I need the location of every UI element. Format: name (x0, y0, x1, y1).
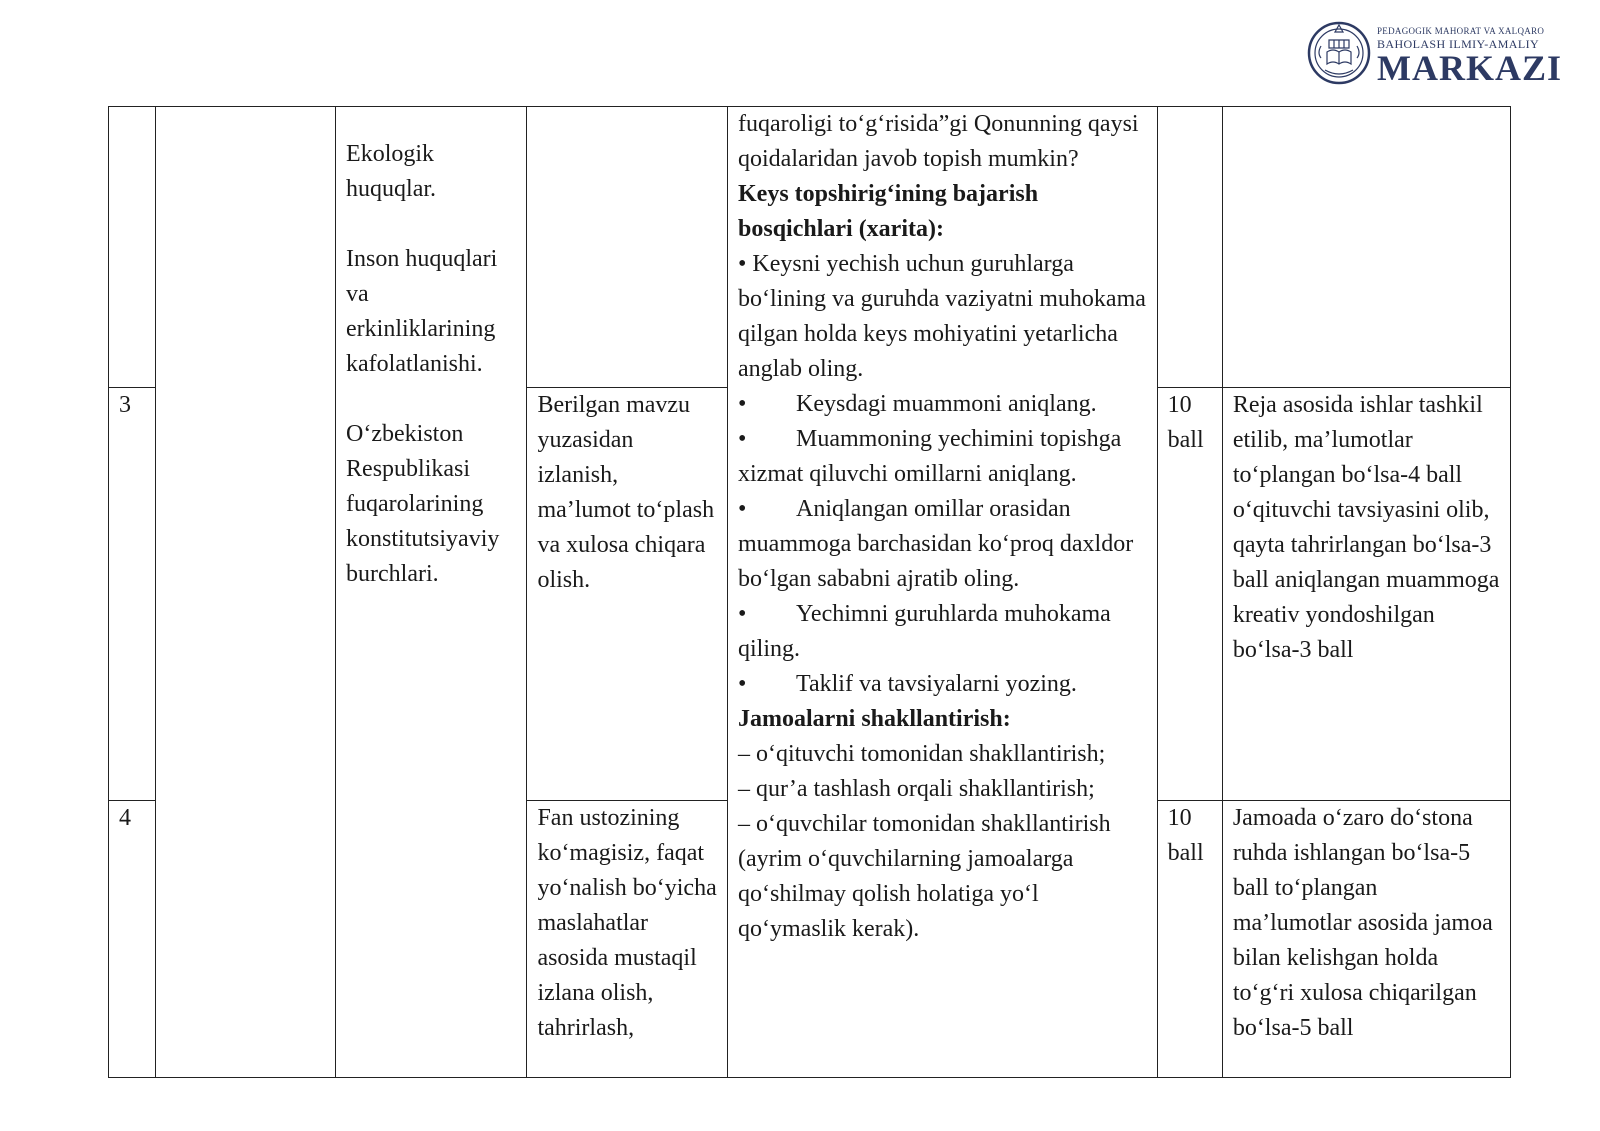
bullet-icon: • (738, 671, 747, 697)
step-text: Keysdagi muammoni aniqlang. (796, 391, 1097, 417)
task-cell: Berilgan mavzu yuzasidan izlanish, ma’lumot to‘plash va xulosa chiqara olish. (527, 388, 728, 801)
team-item: – o‘quvchilar tomonidan shakllantirish (ayrim o‘quvchilarning jamoalarga qo‘shilmay qolish holatiga yo‘l qo‘ymaslik kerak). (738, 811, 1111, 942)
points-cell (1157, 107, 1222, 388)
org-logo (1307, 18, 1563, 92)
points-cell: 10 ball (1157, 388, 1222, 801)
table-row (109, 107, 1511, 388)
teams-heading: Jamoalarni shakllantirish: (738, 706, 1011, 732)
steps-heading: Keys topshirig‘ining bajarish bosqichlari (xarita): (738, 181, 1039, 242)
team-item: – qur’a tashlash orqali shakllantirish; (738, 776, 1095, 802)
list-item (738, 492, 1147, 597)
points-cell: 10 ball (1157, 801, 1222, 1078)
task-cell (527, 107, 728, 388)
bullet-icon: • (738, 391, 747, 417)
topic-item: Ekologik huquqlar. (346, 141, 437, 202)
topic-item: O‘zbekiston Respublikasi fuqarolarining konstitutsiyaviy burchlari. (346, 421, 500, 587)
list-item (738, 422, 1147, 492)
logo-text-markazi: MARKAZI (1377, 48, 1562, 88)
list-item (738, 597, 1147, 667)
step-text: Yechimni guruhlarda muhokama qiling. (738, 601, 1111, 662)
topics-cell (336, 107, 527, 1078)
task-cell: Fan ustozining ko‘magisiz, faqat yo‘nalish bo‘yicha maslahatlar asosida mustaqil izlana olish, tahrirlash, (527, 801, 728, 1078)
step-text: Muammoning yechimini topishga xizmat qiluvchi omillarni aniqlang. (738, 426, 1122, 487)
intro-text: fuqaroligi to‘g‘risida”gi Qonunning qaysi qoidalaridan javob topish mumkin? (738, 111, 1139, 172)
assessment-table (108, 106, 1511, 1078)
bullet-icon: • (738, 601, 747, 627)
criteria-cell: Reja asosida ishlar tashkil etilib, ma’lumotlar to‘plangan bo‘lsa-4 ball o‘qituvchi tavsiyasini olib, qayta tahrirlangan bo‘lsa-3 ball aniqlangan muammoga kreativ yondoshilgan bo‘lsa-3 ball (1222, 388, 1510, 801)
topic-item: Inson huquqlari va erkinliklarining kafolatlanishi. (346, 246, 498, 377)
step-text: Taklif va tavsiyalarni yozing. (796, 671, 1077, 697)
bullet-icon: • (738, 496, 747, 522)
logo-text-line1: PEDAGOGIK MAHORAT VA XALQARO (1377, 26, 1545, 36)
row-number: 3 (109, 388, 156, 801)
empty-column-cell (155, 107, 335, 1078)
logo-text-line2: BAHOLASH ILMIY-AMALIY (1377, 37, 1540, 51)
list-item (738, 667, 1147, 702)
list-item (738, 387, 1147, 422)
number-cell (109, 107, 156, 388)
lead-text: • Keysni yechish uchun guruhlarga bo‘lining va guruhda vaziyatni muhokama qilgan holda keys mohiyatini yetarlicha anglab oling. (738, 251, 1146, 382)
case-instructions-cell (728, 107, 1158, 1078)
team-item: – o‘qituvchi tomonidan shakllantirish; (738, 741, 1106, 767)
criteria-cell (1222, 107, 1510, 388)
step-text: Aniqlangan omillar orasidan muammoga barchasidan ko‘proq daxldor bo‘lgan sababni ajratib oling. (738, 496, 1134, 592)
criteria-cell: Jamoada o‘zaro do‘stona ruhda ishlangan bo‘lsa-5 ball to‘plangan ma’lumotlar asosida jamoa bilan kelishgan holda to‘g‘ri xulosa chiqarilgan bo‘lsa-5 ball (1222, 801, 1510, 1078)
row-number: 4 (109, 801, 156, 1078)
bullet-icon: • (738, 426, 747, 452)
emblem-icon (1307, 18, 1371, 88)
